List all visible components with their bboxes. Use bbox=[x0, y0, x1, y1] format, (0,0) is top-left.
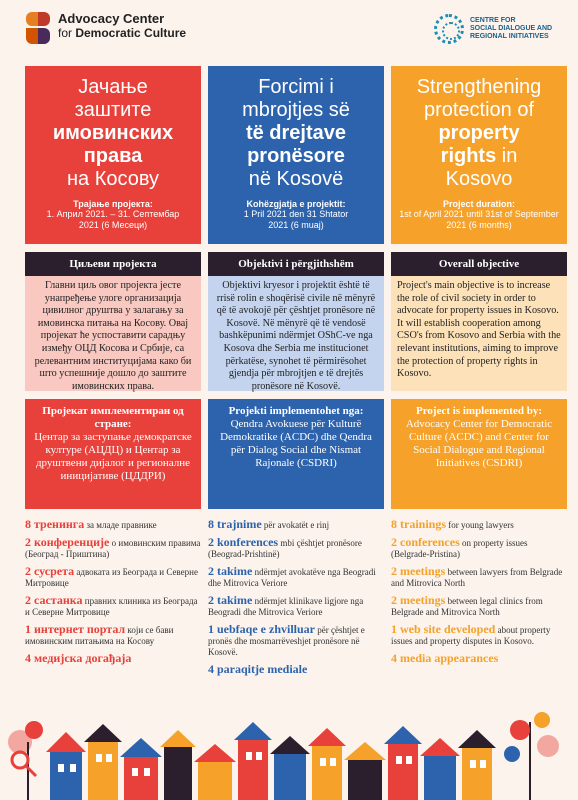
implemented-by-text: Центар за заступање демократске културе (АЦДЦ) и Центар за друштвени дијалог и регионалне иницијативе (ЦДДРИ) bbox=[34, 431, 192, 482]
activity-item: 2 takime ndërmjet avokatëve nga Beogradi dhe Mitrovica Veriore bbox=[208, 564, 376, 588]
implemented-by bbox=[391, 399, 567, 509]
objective-heading: Objektivi i përgjithshëm bbox=[208, 252, 384, 276]
column-english bbox=[391, 66, 567, 671]
objective-text: Objektivi kryesor i projektit është të rrisë rolin e shoqërisë civile në mënyrë që të avokojë për çështjet pronësore në Kosovë. Në mënyrë që të vendosë bashkëpunimi ndërmjet OShC-ve nga Kosova dhe Serbia me institucionet përkatëse, synohet të përmirësohet gjendja për mbrojtjen e të drejtës pronësore në Kosovë. bbox=[208, 276, 384, 391]
duration-value: 1. Април 2021. – 31. Септембар 2021 (6 Месеци) bbox=[46, 209, 180, 230]
activity-item: 1 интернет портал који се бави имовинским питањима на Косову bbox=[25, 622, 174, 646]
activities-list bbox=[208, 519, 384, 676]
acdc-logo bbox=[26, 12, 186, 48]
activity-item: 2 konferences mbi çështjet pronësore (Beograd-Prishtinë) bbox=[208, 535, 362, 559]
column-albanian bbox=[208, 66, 384, 682]
title: Forcimi i mbrojtjes së të drejtave pronësore në Kosovë bbox=[242, 76, 350, 190]
town-illustration bbox=[0, 702, 578, 800]
activity-item: 8 тренинга за младе правнике bbox=[25, 517, 157, 531]
activities-list bbox=[25, 519, 201, 665]
csdri-logo-mark-icon bbox=[434, 14, 464, 44]
implemented-by-heading: Project is implemented by: bbox=[416, 405, 542, 417]
acdc-name-line2: for Democratic Culture bbox=[58, 26, 187, 40]
title-box bbox=[391, 66, 567, 244]
duration-value: 1st of April 2021 until 31st of September 2021 (6 months) bbox=[399, 209, 559, 230]
activity-item: 1 web site developed about property issues and property disputes in Kosovo. bbox=[391, 622, 551, 646]
tree-right-icon bbox=[504, 712, 559, 800]
title-box bbox=[208, 66, 384, 244]
activity-item: 8 trajnime për avokatët e rinj bbox=[208, 517, 330, 531]
activity-item: 2 конференције о имовинским правима (Београд - Приштина) bbox=[25, 535, 201, 559]
houses-icon bbox=[46, 722, 496, 800]
activity-item: 2 meetings between legal clinics from Belgrade and Mitrovica North bbox=[391, 593, 543, 617]
implemented-by-heading: Projekti implementohet nga: bbox=[228, 405, 364, 417]
implemented-by bbox=[25, 399, 201, 509]
activity-item: 2 састанка правних клиника из Београда и Северне Митровице bbox=[25, 593, 198, 617]
column-serbian bbox=[25, 66, 201, 671]
title: Јачање заштите имовинских права на Косову bbox=[52, 76, 174, 190]
objective-text: Project's main objective is to increase the role of civil society in order to advocate for property issues in Kosovo. It will establish cooperation among CSO's from Kosovo and Serbia with the relevant institutions, aiming to improve the protection of property rights in Kosovo. bbox=[391, 276, 567, 391]
acdc-logo-mark-icon bbox=[26, 12, 50, 48]
activity-item: 2 сусрета адвоката из Београда и Северне Митровице bbox=[25, 564, 198, 588]
activity-item: 4 медијска догађаја bbox=[25, 651, 132, 665]
acdc-name-line1: Advocacy Center bbox=[58, 11, 165, 26]
activity-item: 4 paraqitje mediale bbox=[208, 662, 308, 676]
activity-item: 2 meetings between lawyers from Belgrade and Mitrovica North bbox=[391, 564, 563, 588]
activity-item: 1 uebfaqe e zhvilluar për çështjet e pronës dhe mosmarrëveshjet pronësore në Kosovë. bbox=[208, 622, 365, 657]
implemented-by bbox=[208, 399, 384, 509]
activity-item: 2 takime ndërmjet klinikave ligjore nga Beogradi dhe Mitrovica Veriore bbox=[208, 593, 364, 617]
objective-heading: Overall objective bbox=[391, 252, 567, 276]
csdri-logo bbox=[434, 14, 566, 44]
magnifier-icon bbox=[12, 752, 36, 776]
duration-label: Трајање пројекта: bbox=[73, 199, 153, 209]
objective-heading: Циљеви пројекта bbox=[25, 252, 201, 276]
implemented-by-text: Qendra Avokuese për Kulturë Demokratike (ACDC) dhe Qendra për Dialog Social dhe Nismat Rajonale (CSDRI) bbox=[220, 418, 372, 469]
header bbox=[0, 0, 578, 62]
implemented-by-text: Advocacy Center for Democratic Culture (ACDC) and Center for Social Dialogue and Regional Initiatives (CSDRI) bbox=[405, 418, 553, 469]
implemented-by-heading: Пројекат имплементиран од стране: bbox=[42, 405, 184, 430]
activity-item: 4 media appearances bbox=[391, 651, 499, 665]
title-box bbox=[25, 66, 201, 244]
duration-label: Kohëzgjatja e projektit: bbox=[246, 199, 346, 209]
activity-item: 8 trainings for young lawyers bbox=[391, 517, 514, 531]
objective-text: Главни циљ овог пројекта јесте унапређење улоге организација цивилног друштва у залагању за имовинска питања на Косову. Овај пројекат ће успоставити сарадњу између ОЦД Косова и Србије, са релевантним институцијама како би што успешније дошло до заштите имовинских права. bbox=[25, 276, 201, 391]
acdc-logo-text bbox=[58, 12, 186, 40]
csdri-logo-text: CENTRE FOR SOCIAL DIALOGUE AND REGIONAL INITIATIVES bbox=[470, 17, 553, 40]
title: Strengthening protection of property rights in Kosovo bbox=[416, 76, 542, 190]
activities-list bbox=[391, 519, 567, 665]
activity-item: 2 conferences on property issues (Belgrade-Pristina) bbox=[391, 535, 528, 559]
duration-value: 1 Pril 2021 den 31 Shtator 2021 (6 muaj) bbox=[243, 209, 349, 230]
duration-label: Project duration: bbox=[442, 199, 515, 209]
